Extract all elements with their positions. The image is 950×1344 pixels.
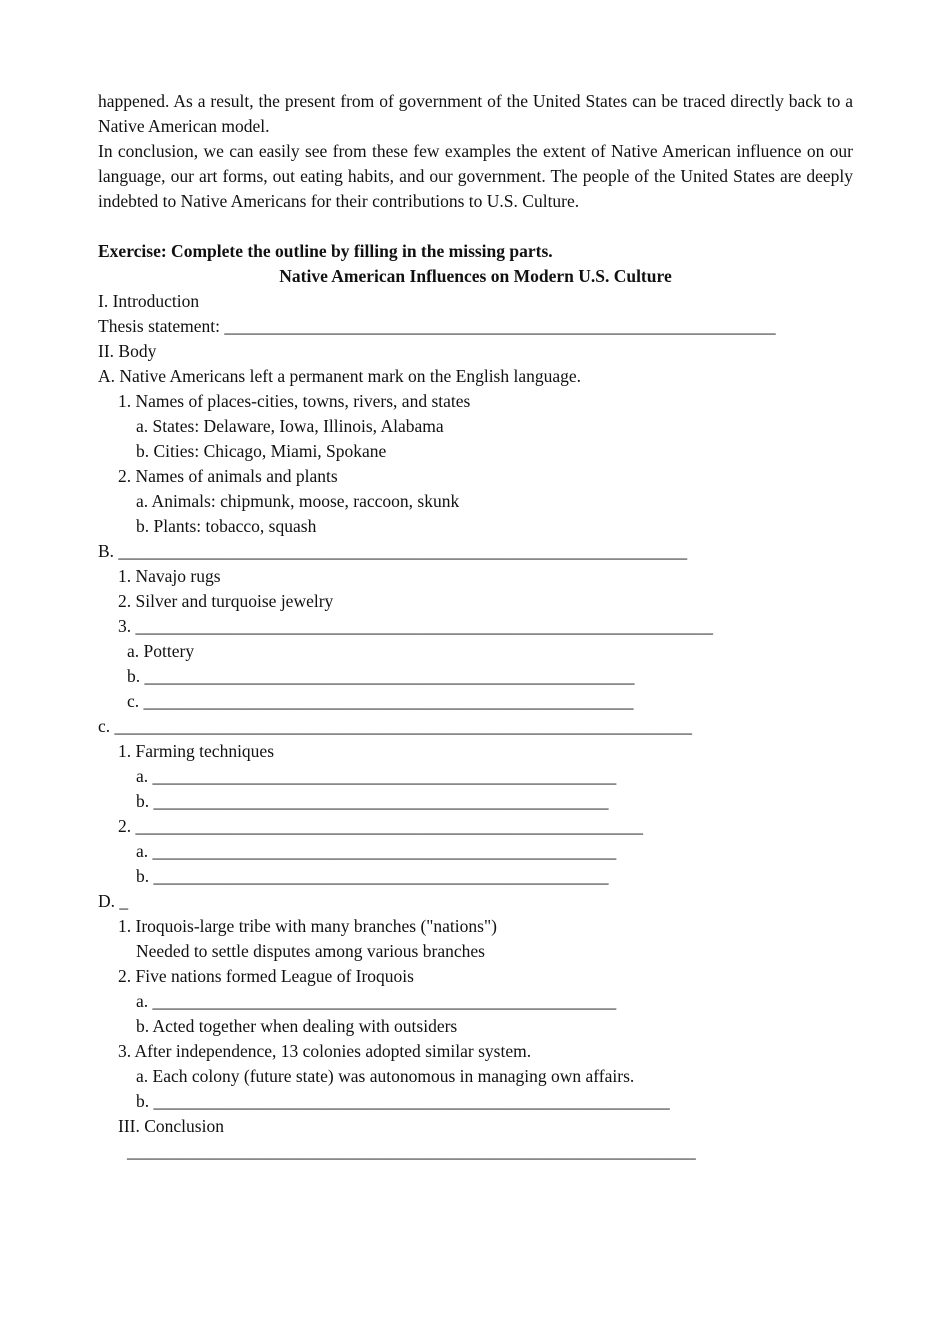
outline-line-C1: 1. Farming techniques bbox=[118, 741, 275, 761]
outline-line-C1b: b. ____________________________________________________ bbox=[136, 791, 609, 811]
outline-line-A2a: a. Animals: chipmunk, moose, raccoon, skunk bbox=[136, 491, 460, 511]
outline-line-A2b: b. Plants: tobacco, squash bbox=[136, 516, 317, 536]
outline bbox=[98, 289, 853, 1164]
outline-line-thesis: Thesis statement: _______________________________________________________________ bbox=[98, 316, 776, 336]
exercise-instruction: Exercise: Complete the outline by filling in the missing parts. bbox=[98, 241, 553, 261]
outline-line-C1a: a. _____________________________________________________ bbox=[136, 766, 617, 786]
document-page bbox=[98, 89, 853, 1164]
spacer bbox=[98, 214, 853, 239]
outline-line-D: D. _ bbox=[98, 891, 129, 911]
outline-line-B3a: a. Pottery bbox=[127, 641, 195, 661]
outline-line-B3: 3. __________________________________________________________________ bbox=[118, 616, 713, 636]
outline-line-B3c: c. ________________________________________________________ bbox=[127, 691, 634, 711]
passage-paragraph-2: In conclusion, we can easily see from these few examples the extent of Native American influence on our language, our art forms, out eating habits, and our government. The people of the United States are deeply indebted to Native Americans for their contributions to U.S. Culture. bbox=[98, 141, 853, 211]
outline-line-D3: 3. After independence, 13 colonies adopted similar system. bbox=[118, 1041, 532, 1061]
outline-line-C2b: b. ____________________________________________________ bbox=[136, 866, 609, 886]
outline-line-D3a: a. Each colony (future state) was autonomous in managing own affairs. bbox=[136, 1066, 635, 1086]
outline-line-D1: 1. Iroquois-large tribe with many branches ("nations") bbox=[118, 916, 497, 936]
outline-line-A1a: a. States: Delaware, Iowa, Illinois, Alabama bbox=[136, 416, 444, 436]
passage-paragraph-1: happened. As a result, the present from of government of the United States can be traced directly back to a Native American model. bbox=[98, 91, 853, 136]
outline-line-D2: 2. Five nations formed League of Iroquois bbox=[118, 966, 414, 986]
outline-line-C2a: a. _____________________________________________________ bbox=[136, 841, 617, 861]
outline-line-intro: I. Introduction bbox=[98, 291, 200, 311]
outline-line-conclline: _________________________________________________________________ bbox=[127, 1141, 696, 1161]
outline-line-body: II. Body bbox=[98, 341, 157, 361]
outline-title: Native American Influences on Modern U.S. Culture bbox=[279, 266, 672, 286]
outline-line-C: c. __________________________________________________________________ bbox=[98, 716, 693, 736]
outline-line-B3b: b. ________________________________________________________ bbox=[127, 666, 635, 686]
outline-line-A: A. Native Americans left a permanent mark on the English language. bbox=[98, 366, 582, 386]
outline-line-D1x: Needed to settle disputes among various branches bbox=[136, 941, 485, 961]
outline-line-D2a: a. _____________________________________________________ bbox=[136, 991, 617, 1011]
outline-line-B1: 1. Navajo rugs bbox=[118, 566, 221, 586]
outline-line-A2: 2. Names of animals and plants bbox=[118, 466, 338, 486]
outline-line-D2b: b. Acted together when dealing with outsiders bbox=[136, 1016, 458, 1036]
outline-line-B: B. _________________________________________________________________ bbox=[98, 541, 688, 561]
outline-line-A1b: b. Cities: Chicago, Miami, Spokane bbox=[136, 441, 387, 461]
outline-line-C2: 2. __________________________________________________________ bbox=[118, 816, 643, 836]
outline-line-B2: 2. Silver and turquoise jewelry bbox=[118, 591, 334, 611]
outline-line-D3b: b. ___________________________________________________________ bbox=[136, 1091, 670, 1111]
outline-line-concl: III. Conclusion bbox=[118, 1116, 224, 1136]
outline-line-A1: 1. Names of places-cities, towns, rivers, and states bbox=[118, 391, 471, 411]
